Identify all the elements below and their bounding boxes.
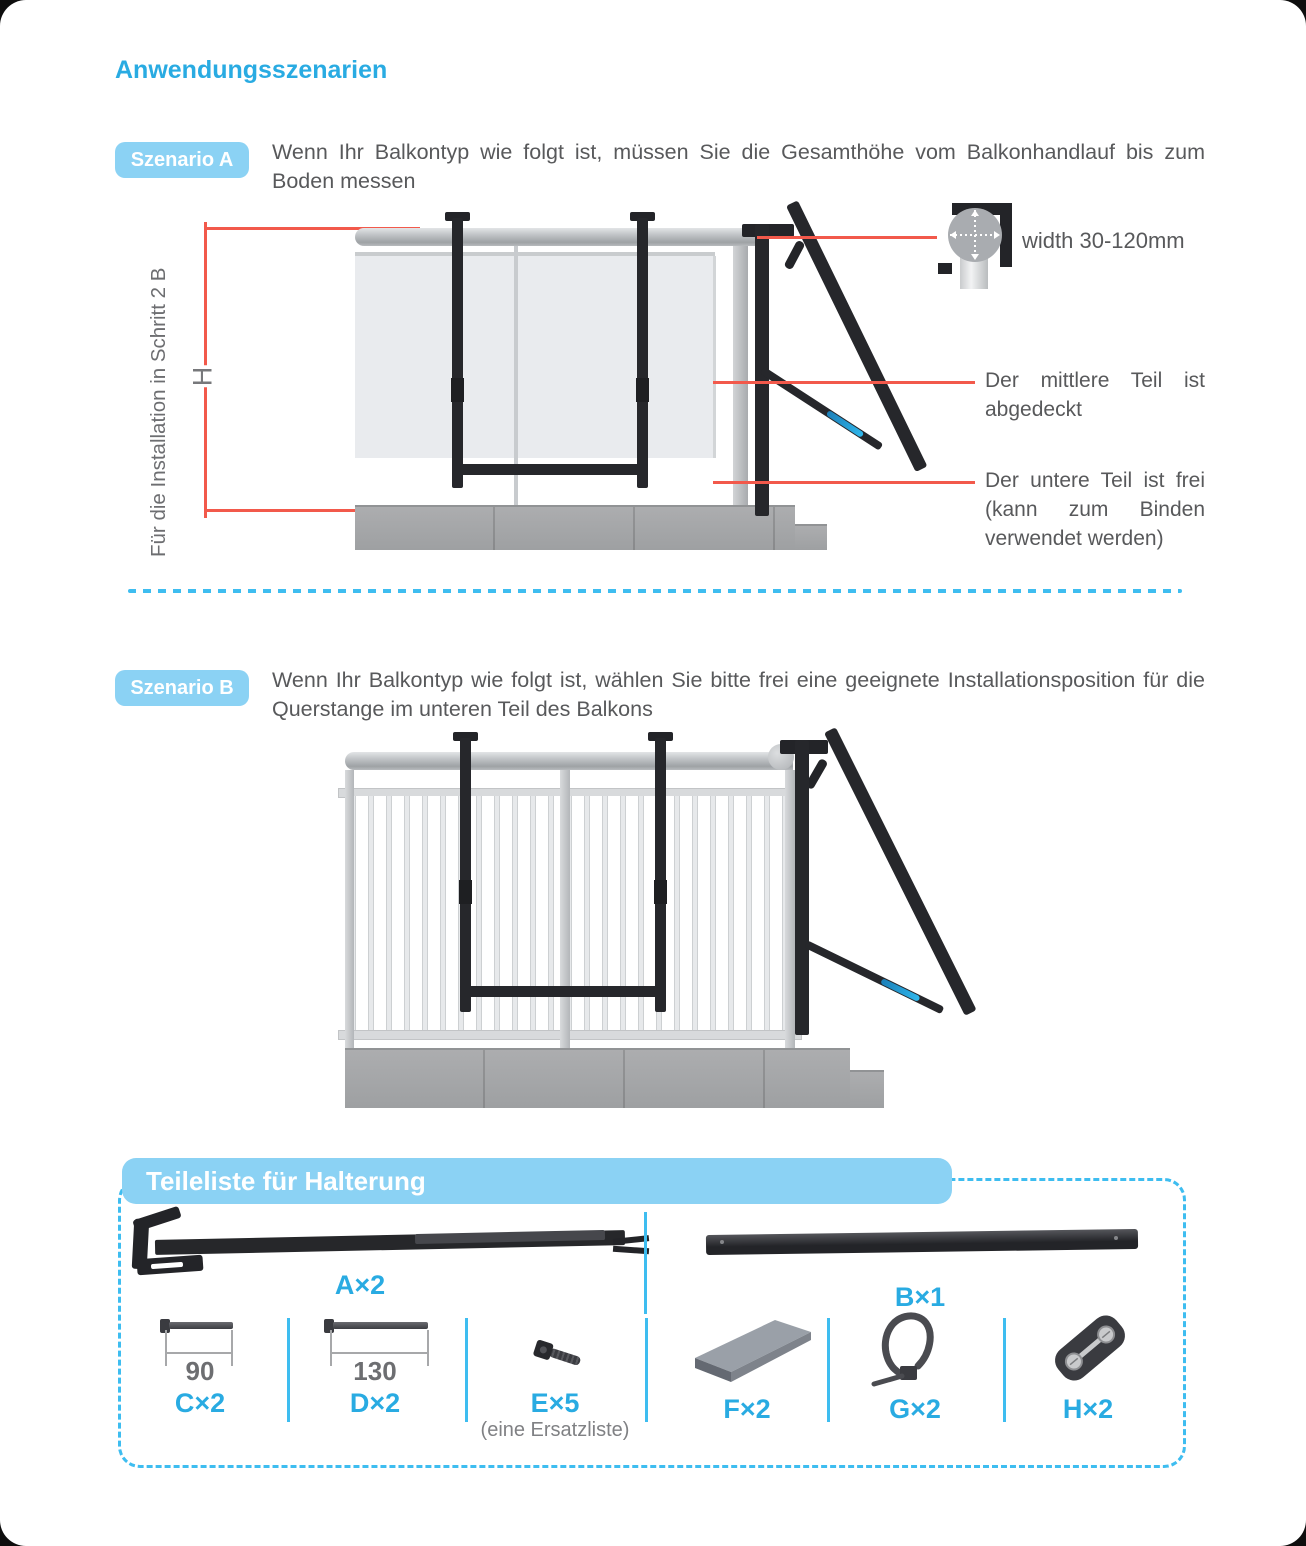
part-b-hole-left — [720, 1240, 724, 1244]
part-h-label: H×2 — [1062, 1394, 1114, 1424]
screw-shank — [548, 1348, 581, 1366]
brand-sticker — [826, 410, 864, 438]
part-e-image — [525, 1330, 585, 1385]
parts-list-title: Teileliste für Halterung — [122, 1158, 952, 1204]
railing-post-left — [345, 770, 354, 1048]
part-c-dimension: 90 — [185, 1356, 215, 1386]
scenario-b-description: Wenn Ihr Balkontyp wie folgt ist, wählen Sie bitte frei eine geeignete Installationsposition für die Querstange im unteren Teil des Balkons — [272, 668, 1205, 721]
callout-middle: Der mittlere Teil ist abgedeckt — [985, 369, 1205, 421]
part-d-dimension: 130 — [353, 1356, 397, 1386]
panel-frame-vertical-b — [795, 740, 809, 1035]
bracket-joint-right-b — [654, 880, 667, 904]
part-d-label: D×2 — [349, 1388, 401, 1418]
rail-clamp-hook — [783, 240, 805, 271]
page-title: Anwendungsszenarien — [115, 56, 388, 84]
hanger-bracket-left-b — [460, 738, 471, 1012]
socket-screw — [528, 1332, 586, 1385]
parts-divider — [827, 1318, 830, 1422]
callout-line-middle — [713, 381, 975, 384]
height-label: H — [181, 366, 224, 388]
scenario-b-badge: Szenario B — [115, 670, 249, 706]
parts-divider — [644, 1212, 647, 1314]
crossbar-b — [460, 986, 666, 997]
callout-lower: Der untere Teil ist frei (kann zum Binden verwendet werden) — [985, 469, 1205, 550]
railing-post-center — [560, 770, 570, 1048]
balcony-corner-post — [733, 246, 748, 505]
concrete-step — [795, 524, 827, 550]
hanger-bracket-right-b — [655, 738, 666, 1012]
section-divider — [128, 589, 1182, 593]
panel-frame-diagonal-b — [824, 727, 977, 1016]
part-h-image — [1044, 1304, 1136, 1392]
hanger-bracket-right — [637, 218, 648, 488]
part-g-image — [868, 1306, 953, 1391]
dim-line — [165, 1352, 233, 1354]
part-e-note: (eine Ersatzliste) — [480, 1419, 630, 1441]
balcony-handrail — [355, 228, 755, 246]
scenario-a-description: Wenn Ihr Balkontyp wie folgt ist, müssen Sie die Gesamthöhe vom Balkonhandlauf bis zum Boden messen — [272, 140, 1205, 193]
part-a-label: A×2 — [334, 1270, 386, 1300]
part-b-image — [700, 1222, 1145, 1262]
part-b-hole-right — [1114, 1236, 1118, 1240]
bracket-joint-left — [451, 378, 464, 402]
concrete-step-b — [850, 1070, 884, 1108]
callout-line-width — [757, 236, 937, 239]
balcony-handrail-b — [345, 752, 793, 770]
concrete-base-b — [345, 1048, 850, 1108]
part-e-label: E×5 — [530, 1388, 580, 1418]
parts-divider — [1003, 1318, 1006, 1422]
crossbar — [452, 464, 648, 475]
bracket-joint-right — [636, 378, 649, 402]
parts-divider — [287, 1318, 290, 1422]
part-f-label: F×2 — [723, 1394, 771, 1424]
panel-frame-strut — [760, 367, 883, 451]
dim-line — [330, 1352, 429, 1354]
bolt-shank — [333, 1322, 428, 1329]
panel-frame-strut-b — [804, 940, 944, 1014]
railing-bottom-member — [338, 1030, 802, 1040]
part-g-label: G×2 — [889, 1394, 941, 1424]
parts-divider — [465, 1318, 468, 1422]
part-b-label: B×1 — [894, 1282, 946, 1312]
callout-line-lower — [713, 481, 975, 484]
part-a-image — [125, 1205, 645, 1275]
parts-divider — [645, 1318, 648, 1422]
glass-panel — [355, 256, 716, 458]
bolt-shank — [169, 1322, 233, 1329]
hanger-bracket-left — [452, 218, 463, 488]
brand-sticker-b — [880, 978, 920, 1002]
concrete-base — [355, 505, 795, 550]
bracket-joint-left-b — [459, 880, 472, 904]
scenario-a-badge: Szenario A — [115, 142, 249, 178]
railing-post-right — [785, 770, 795, 1048]
callout-width: width 30-120mm — [1022, 228, 1185, 253]
part-b-bar — [706, 1229, 1138, 1255]
part-c-label: C×2 — [174, 1388, 226, 1418]
scenario-a-side-note: Für die Installation in Schritt 2 B — [147, 267, 170, 557]
handrail-clamp-icon — [938, 203, 1012, 289]
part-f-image — [685, 1308, 820, 1392]
